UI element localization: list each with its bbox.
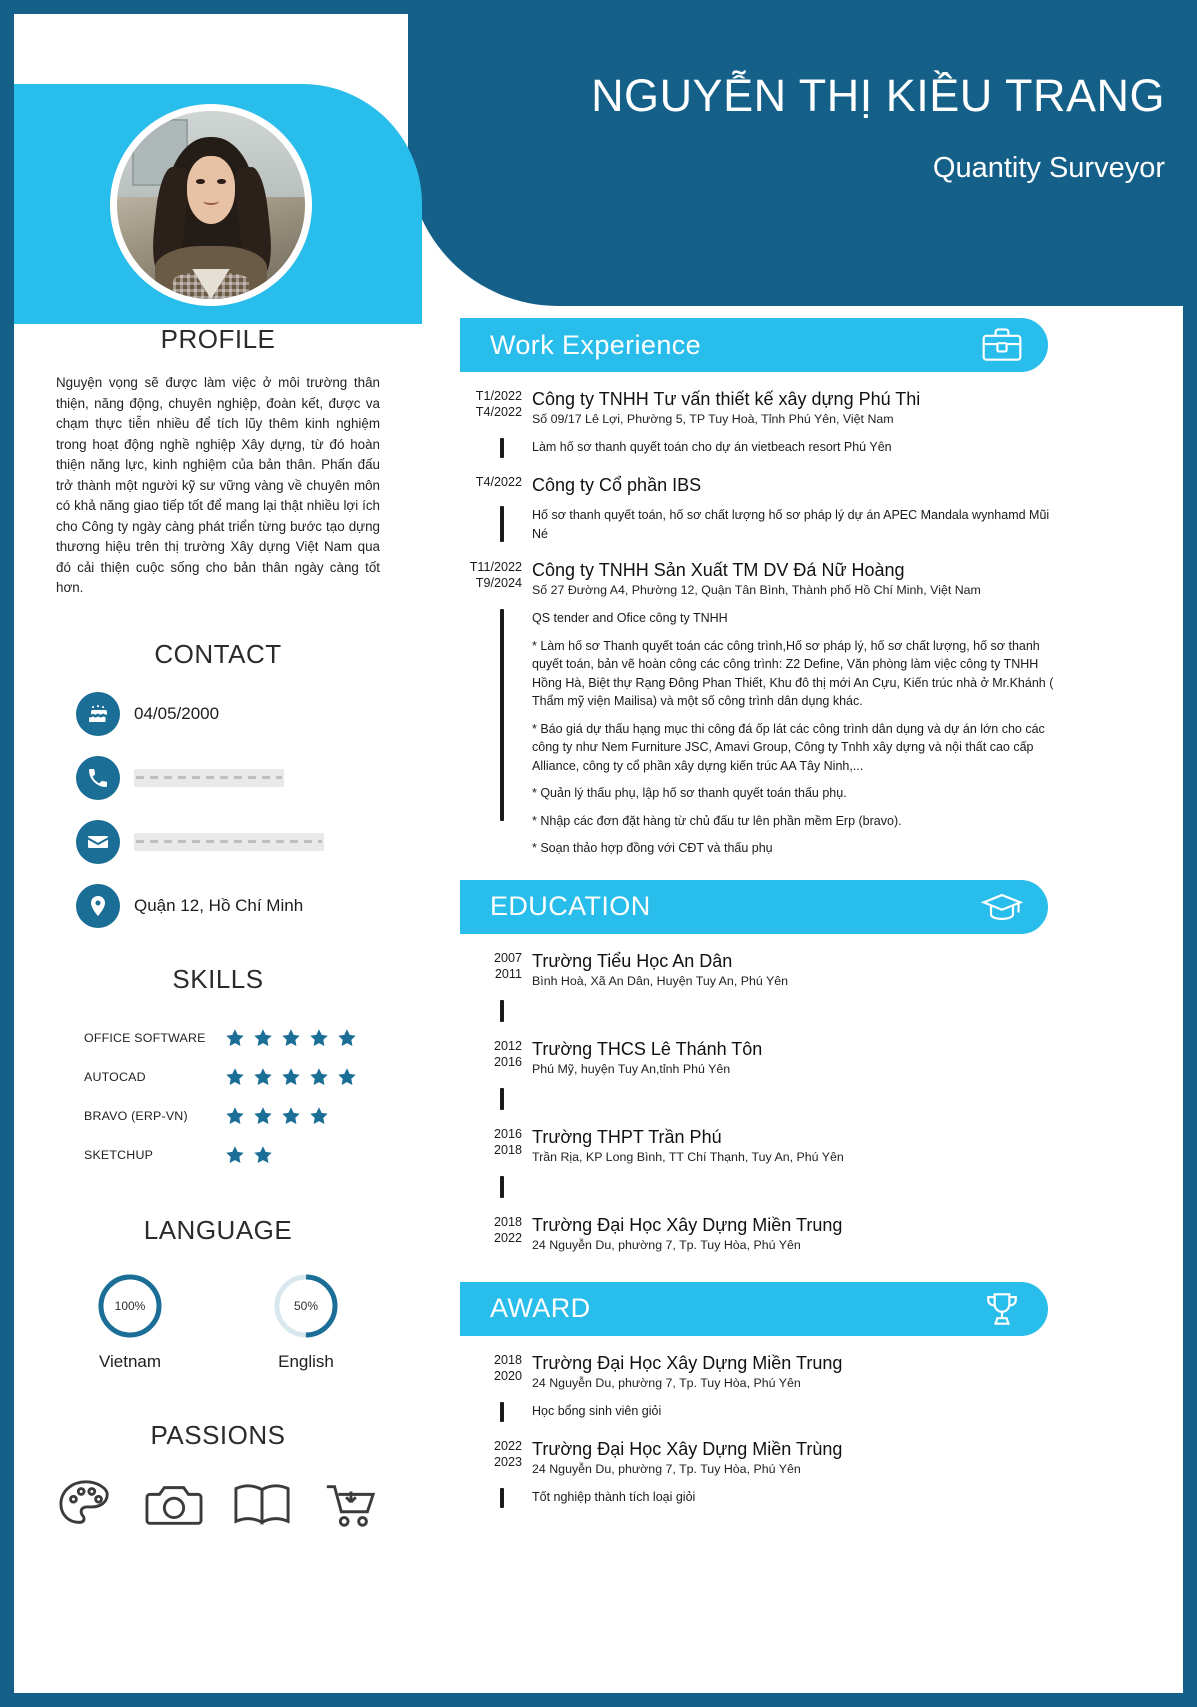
date-from: 2022 [493,1438,522,1453]
date-to: T4/2022 [475,405,522,419]
date-to: 2023 [493,1454,522,1469]
entry-body [532,1126,1065,1166]
language-item-vietnam [75,1272,185,1372]
star-icon [252,1105,274,1127]
language-name: Vietnam [98,1351,162,1371]
entry-title: Trường Đại Học Xây Dựng Miền Trung [532,1352,843,1373]
section-title: Work Experience [490,329,702,360]
star-icon [308,1105,330,1127]
palette-icon [55,1477,117,1533]
education-divider [460,1088,1065,1110]
date-from: 2012 [493,1038,522,1053]
envelope-icon [76,820,120,864]
date-from: T4/2022 [475,475,522,489]
birthday-cake-icon [76,692,120,736]
skill-label: OFFICE SOFTWARE [84,1031,206,1045]
star-icon [336,1027,358,1049]
contact-heading: CONTACT [154,638,282,669]
entry-subtitle: Phú Mỹ, huyện Tuy An,tỉnh Phú Yên [532,1061,731,1076]
timeline-bar-wrap [460,1088,532,1110]
bullet-item: Học bổng sinh viên giỏi [532,1403,662,1418]
star-icon [280,1027,302,1049]
timeline-bar [500,1402,504,1422]
bullet-item: QS tender and Ofice công ty TNHH [532,611,728,625]
section-header-work-experience [460,318,1048,372]
star-icon [308,1066,330,1088]
briefcase-icon [980,325,1024,365]
timeline-bar-wrap [460,438,532,458]
contact-item-birthday [76,692,422,736]
star-icon [280,1027,302,1049]
skill-label: BRAVO (ERP-VN) [84,1109,188,1123]
left-sidebar [14,324,422,1533]
section-header-education [460,880,1048,934]
star-icon [224,1144,246,1166]
entry-dates [460,1126,532,1166]
contact-birthday-value: 04/05/2000 [134,703,220,723]
education-entry [460,950,1065,990]
entry-title: Công ty TNHH Tư vấn thiết kế xây dựng Phú Thi [532,389,921,409]
skill-rating [224,1027,358,1049]
skill-row [84,1058,422,1097]
entry-body [532,1038,1065,1078]
skill-label: SKETCHUP [84,1148,154,1162]
date-from: T1/2022 [475,389,522,403]
entry-dates [460,1352,532,1392]
avatar-photo [117,111,305,299]
work-entry-bullets [460,438,1065,458]
avatar [110,104,312,306]
entry-title: Trường Đại Học Xây Dựng Miền Trùng [532,1438,843,1459]
skills-list [84,1019,422,1175]
entry-dates [460,474,532,496]
star-icon [224,1105,246,1127]
star-icon [280,1066,302,1088]
entry-dates [460,1214,532,1254]
entry-subtitle: 24 Nguyễn Du, phường 7, Tp. Tuy Hòa, Phú Yên [532,1375,801,1390]
page-title: NGUYỄN THỊ KIỀU TRANG [591,70,1165,121]
contact-item-location [76,884,422,928]
award-entry [460,1352,1065,1392]
entry-body [532,1214,1065,1254]
star-icon [224,1105,246,1127]
entry-subtitle: Số 27 Đường A4, Phường 12, Quận Tân Bình, Thành phố Hồ Chí Minh, Việt Nam [532,583,981,597]
star-icon [252,1144,274,1166]
star-icon [308,1105,330,1127]
timeline-bar [500,438,504,458]
contact-email-value-redacted [134,833,324,851]
language-name: English [278,1351,334,1371]
bullet-list [532,1402,1065,1422]
date-to: 2016 [493,1054,522,1069]
work-entry-bullets [460,506,1065,543]
star-icon [252,1027,274,1049]
star-icon [280,1105,302,1127]
skills-heading: SKILLS [172,963,264,994]
profile-heading: PROFILE [160,324,276,354]
date-to: 2018 [493,1142,522,1157]
bullet-list [532,609,1065,858]
phone-icon [76,756,120,800]
entry-body [532,1352,1065,1392]
language-percent: 100% [114,1298,146,1313]
location-pin-icon [76,884,120,928]
language-item-english [251,1272,361,1372]
entry-subtitle: Số 09/17 Lê Lợi, Phường 5, TP Tuy Hoà, Tỉnh Phú Yên, Việt Nam [532,412,894,426]
contact-list [76,692,422,928]
job-role-subtitle: Quantity Surveyor [932,152,1165,184]
passions-heading: PASSIONS [150,1419,286,1450]
star-icon [336,1066,358,1088]
skill-row [84,1097,422,1136]
skill-row [84,1019,422,1058]
entry-dates [460,950,532,990]
star-icon [308,1027,330,1049]
entry-body [532,388,1065,428]
timeline-bar [500,506,504,542]
language-list [14,1272,422,1372]
timeline-bar-wrap [460,1402,532,1422]
entry-dates [460,388,532,428]
entry-title: Trường THCS Lê Thánh Tôn [532,1038,763,1059]
section-header-award [460,1282,1048,1336]
entry-subtitle: 24 Nguyễn Du, phường 7, Tp. Tuy Hòa, Phú Yên [532,1237,801,1252]
skill-row [84,1136,422,1175]
section-title: AWARD [490,1293,591,1323]
camera-icon [143,1477,205,1533]
date-from: 2018 [493,1214,522,1229]
date-to: T9/2024 [475,576,522,590]
entry-subtitle: Bình Hoà, Xã An Dân, Huyện Tuy An, Phú Yên [532,973,789,988]
star-icon [224,1027,246,1049]
education-entry [460,1038,1065,1078]
date-from: 2016 [493,1126,522,1141]
entry-title: Công ty Cổ phần IBS [532,475,702,495]
skill-rating [224,1144,274,1166]
entry-title: Trường Tiểu Học An Dân [532,950,733,971]
contact-phone-value-redacted [134,769,284,787]
star-icon [280,1066,302,1088]
section-title: EDUCATION [490,891,651,921]
star-icon [280,1105,302,1127]
entry-dates [460,1038,532,1078]
bullet-item: * Báo giá dự thấu hạng mục thi công đá ốp lát các công trình dân dụng và dự án lớn cho các công ty như Nem Furniture JSC, Amavi Group, Công ty Tnhh xây dựng và nội thất cao cấp Alliance, công ty cổ phần xây dựng kiến trúc AA Tây Ninh,... [532,721,1045,773]
skill-rating [224,1066,358,1088]
bullet-item: Làm hố sơ thanh quyết toán cho dự án vietbeach resort Phú Yên [532,440,892,454]
language-heading: LANGUAGE [143,1214,293,1245]
timeline-bar [500,1000,504,1022]
bullet-list [532,1488,1065,1508]
star-icon [252,1105,274,1127]
bullet-item: * Nhập các đơn đặt hàng từ chủ đấu tư lên phần mềm Erp (bravo). [532,813,902,828]
bullet-item: * Soạn thảo hợp đồng với CĐT và thấu phụ [532,841,773,855]
passions-list [14,1477,422,1533]
date-to: 2022 [493,1230,522,1245]
timeline-bar [500,1176,504,1198]
contact-location-value: Quận 12, Hồ Chí Minh [134,895,304,915]
star-icon [336,1066,358,1088]
entry-dates [460,559,532,599]
bullet-list [532,506,1065,543]
star-icon [224,1144,246,1166]
star-icon [252,1066,274,1088]
work-entry-bullets [460,609,1065,858]
contact-item-phone [76,756,422,800]
entry-title: Trường THPT Trần Phú [532,1126,722,1147]
bullet-list [532,438,1065,458]
language-percent: 50% [293,1298,319,1313]
date-from: 2007 [493,950,522,965]
entry-body [532,474,1065,496]
education-divider [460,1000,1065,1022]
education-entry [460,1214,1065,1254]
language-progress-ring [96,1272,164,1340]
skill-label: AUTOCAD [84,1070,146,1084]
bullet-item: * Làm hố sơ Thanh quyết toán các công trình,Hố sơ pháp lý, hố sơ chất lượng, hố sơ thanh quyết toán, bản vẽ hoàn công các công trình: Z2 Define, Văn phòng làm việc công ty TNHH Hồng Hà, Biệt thự Rạng Đông Phan Thiết, Khu đô thị mới An Cựu, Kiến trúc nhà ở Mr.Khánh ( Thẩm mỹ viện Mailisa) và một số công trình dân dụng khác. [532,638,1054,708]
star-icon [252,1027,274,1049]
work-entry [460,559,1065,599]
date-to: 2020 [493,1368,522,1383]
entry-body [532,559,1065,599]
language-progress-ring [272,1272,340,1340]
date-from: T11/2022 [469,560,522,574]
entry-body [532,950,1065,990]
timeline-bar-wrap [460,1176,532,1198]
work-entry [460,474,1065,496]
open-book-icon [231,1477,293,1533]
entry-dates [460,1438,532,1478]
profile-text: Nguyện vọng sẽ được làm việc ở môi trường thân thiện, năng động, chuyên nghiệp, đoàn kết, được va chạm thực tiễn nhiều để tích lũy thêm kinh nghiệm trong hoạt động nghề nghiệp Xây dựng, từ đó hoàn thiện năng lực, kinh nghiệm của bản thân. Phấn đấu trở thành một người kỹ sư vững vàng về chuyên môn có khả năng giao tiếp tốt để mang lại thật nhiều lợi ích cho Công ty ngày càng phát triển từng bước tạo dựng thương hiệu trên thị trường Xây dựng Việt Nam qua đó cải thiện cuộc sống cho bản thân ngày càng tốt hơn. [56,375,380,595]
star-icon [252,1144,274,1166]
timeline-bar-wrap [460,506,532,543]
bullet-item: Tốt nghiệp thành tích loại giỏi [532,1489,696,1504]
star-icon [252,1066,274,1088]
entry-subtitle: 24 Nguyễn Du, phường 7, Tp. Tuy Hòa, Phú Yên [532,1461,801,1476]
star-icon [308,1027,330,1049]
shopping-cart-icon [319,1477,381,1533]
entry-title: Trường Đại Học Xây Dựng Miền Trung [532,1214,843,1235]
skill-rating [224,1105,330,1127]
star-icon [224,1027,246,1049]
bullet-item: Hố sơ thanh quyết toán, hố sơ chất lượng hố sơ pháp lý dự án APEC Mandala wynhamd Mũi Né [532,508,1050,541]
entry-title: Công ty TNHH Sản Xuất TM DV Đá Nữ Hoàng [532,560,905,580]
entry-subtitle: Trần Rịa, KP Long Bình, TT Chí Thạnh, Tuy An, Phú Yên [532,1149,844,1164]
contact-item-email [76,820,422,864]
education-entry [460,1126,1065,1166]
award-entry-bullets [460,1402,1065,1422]
work-entry [460,388,1065,428]
bullet-item: * Quản lý thấu phụ, lập hố sơ thanh quyết toán thấu phụ. [532,786,847,800]
timeline-bar-wrap [460,1488,532,1508]
trophy-icon [980,1289,1024,1329]
entry-body [532,1438,1065,1478]
education-divider [460,1176,1065,1198]
timeline-bar [500,609,504,821]
award-entry [460,1438,1065,1478]
timeline-bar-wrap [460,609,532,858]
main-content [460,318,1065,1508]
date-to: 2011 [494,966,522,981]
timeline-bar-wrap [460,1000,532,1022]
star-icon [308,1066,330,1088]
timeline-bar [500,1088,504,1110]
star-icon [336,1027,358,1049]
graduation-cap-icon [980,887,1024,927]
timeline-bar [500,1488,504,1508]
star-icon [224,1066,246,1088]
award-entry-bullets [460,1488,1065,1508]
star-icon [224,1066,246,1088]
date-from: 2018 [493,1352,522,1367]
